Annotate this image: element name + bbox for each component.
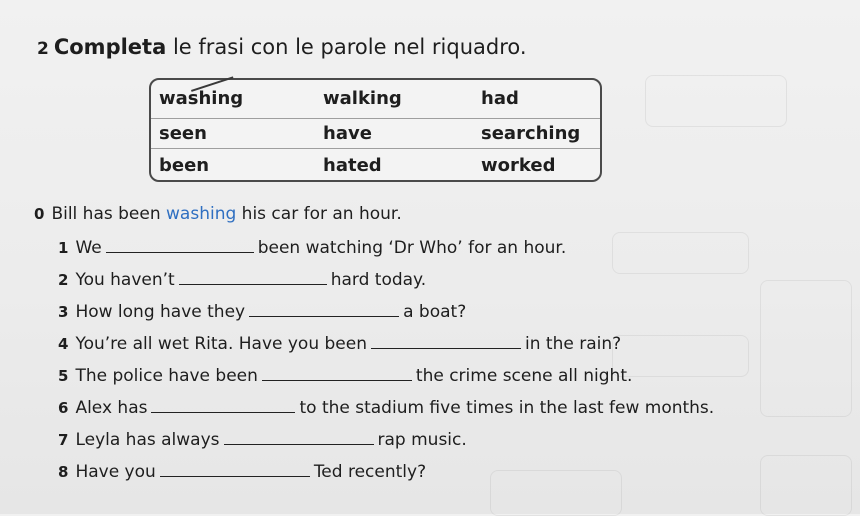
sentence-number: 1	[58, 239, 69, 257]
sentence-number: 4	[58, 335, 69, 353]
background-mark	[760, 280, 852, 417]
sentence-after: rap music.	[377, 430, 467, 450]
sentence-before: You haven’t	[75, 270, 175, 290]
sentence-number: 3	[58, 303, 69, 321]
sentence-before: Alex has	[75, 398, 148, 418]
answer-blank[interactable]	[249, 302, 399, 317]
answer-blank[interactable]	[151, 398, 295, 413]
sentence-7	[58, 430, 467, 450]
word-box-word: washing	[159, 88, 243, 109]
sentence-number: 7	[58, 431, 69, 449]
sentence-before: How long have they	[75, 302, 246, 322]
sentence-3	[58, 302, 466, 322]
sentence-4	[58, 334, 621, 354]
answer-blank[interactable]	[262, 366, 412, 381]
background-mark	[612, 232, 749, 274]
sentence-number: 5	[58, 367, 69, 385]
word-box	[149, 78, 602, 182]
word-box-row	[151, 82, 600, 114]
sentence-number: 2	[58, 271, 69, 289]
sentence-after: the crime scene all night.	[415, 366, 633, 386]
word-box-word: had	[481, 87, 519, 109]
word-box-word: walking	[323, 87, 402, 109]
example-answer: washing	[166, 204, 237, 224]
answer-blank[interactable]	[179, 270, 327, 285]
sentence-number: 8	[58, 463, 69, 481]
word-box-word: been	[159, 154, 210, 176]
sentence-5	[58, 366, 632, 386]
sentence-after: to the stadium five times in the last few months.	[299, 398, 715, 418]
sentence-number: 0	[34, 205, 45, 223]
word-box-word: seen	[159, 123, 207, 144]
exercise-number: 2	[37, 39, 49, 59]
word-box-word: have	[323, 123, 372, 144]
background-mark	[612, 335, 749, 377]
word-box-row	[151, 118, 600, 149]
sentence-after: his car for an hour.	[241, 204, 402, 224]
word-box-word: worked	[481, 154, 556, 176]
background-mark	[490, 470, 622, 516]
word-box-word: hated	[323, 154, 382, 176]
background-mark	[760, 455, 852, 516]
sentence-after: a boat?	[403, 302, 467, 322]
sentence-before: We	[75, 238, 102, 258]
sentence-before: Have you	[75, 462, 156, 482]
sentence-number: 6	[58, 399, 69, 417]
sentence-1	[58, 238, 566, 258]
exercise-title-rest: le frasi con le parole nel riquadro.	[172, 35, 527, 59]
example-sentence	[34, 204, 402, 224]
answer-blank[interactable]	[224, 430, 374, 445]
exercise-title	[37, 35, 527, 59]
sentence-before: Bill has been	[51, 204, 161, 224]
sentence-8	[58, 462, 426, 482]
answer-blank[interactable]	[106, 238, 254, 253]
background-mark	[645, 75, 787, 127]
sentence-before: You’re all wet Rita. Have you been	[75, 334, 367, 354]
sentence-before: The police have been	[75, 366, 258, 386]
exercise-title-bold: Completa	[53, 35, 167, 59]
answer-blank[interactable]	[371, 334, 521, 349]
sentence-after: hard today.	[330, 270, 427, 290]
sentence-2	[58, 270, 426, 290]
word-box-row	[151, 149, 600, 181]
sentence-before: Leyla has always	[75, 430, 220, 450]
sentence-after: Ted recently?	[313, 462, 427, 482]
sentence-6	[58, 398, 714, 418]
sentence-after: been watching ‘Dr Who’ for an hour.	[257, 238, 567, 258]
word-box-word: searching	[481, 123, 581, 144]
sentence-after: in the rain?	[525, 334, 622, 354]
answer-blank[interactable]	[160, 462, 310, 477]
